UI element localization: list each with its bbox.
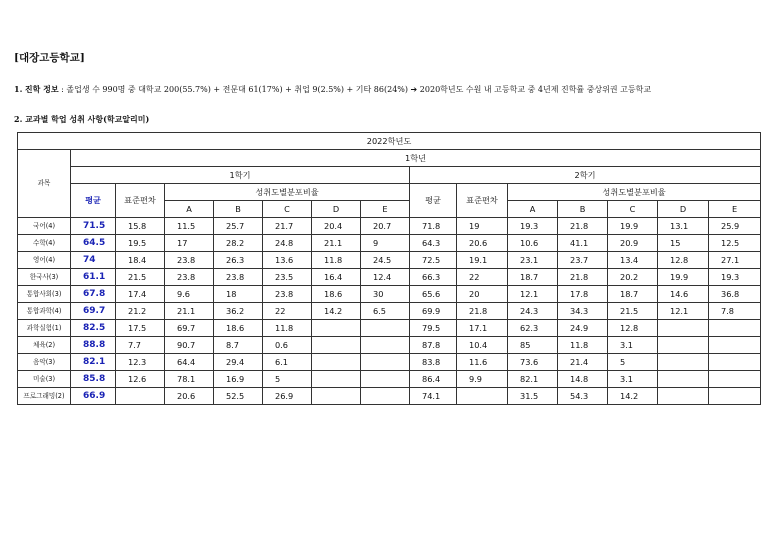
value-cell: 21.4 [558, 354, 608, 371]
value-cell: 18.4 [116, 252, 165, 269]
value-cell: 22 [263, 303, 312, 320]
value-cell [312, 337, 361, 354]
subject-cell: 미술(3) [18, 371, 71, 388]
value-cell: 21.5 [116, 269, 165, 286]
value-cell: 26.9 [263, 388, 312, 405]
sem2-letter-d: D [658, 201, 709, 218]
subject-cell: 프로그래밍(2) [18, 388, 71, 405]
value-cell: 21.5 [608, 303, 658, 320]
value-cell: 17.5 [116, 320, 165, 337]
semester1-header: 1학기 [71, 167, 410, 184]
value-cell: 69.9 [410, 303, 457, 320]
value-cell: 19.3 [709, 269, 761, 286]
value-cell [658, 320, 709, 337]
value-cell: 20.2 [608, 269, 658, 286]
table-row [18, 269, 761, 286]
value-cell: 12.8 [608, 320, 658, 337]
value-cell: 11.8 [263, 320, 312, 337]
value-cell: 29.4 [214, 354, 263, 371]
table-row [18, 388, 761, 405]
value-cell: 18.7 [608, 286, 658, 303]
year-header: 2022학년도 [18, 133, 761, 150]
value-cell: 7.7 [116, 337, 165, 354]
value-cell: 28.2 [214, 235, 263, 252]
value-cell: 27.1 [709, 252, 761, 269]
value-cell: 21.8 [457, 303, 508, 320]
sem2-std-header: 표준편차 [457, 184, 508, 218]
value-cell: 21.8 [558, 218, 608, 235]
average-cell: 82.1 [71, 354, 116, 371]
table-row [18, 320, 761, 337]
value-cell: 13.1 [658, 218, 709, 235]
value-cell: 74.1 [410, 388, 457, 405]
value-cell: 12.3 [116, 354, 165, 371]
value-cell: 16.4 [312, 269, 361, 286]
average-cell: 64.5 [71, 235, 116, 252]
section1-text: : 졸업생 수 990명 중 대학교 200(55.7%) + 전문대 61(17%) + 취업 9(2.5%) + 기타 86(24%) ➔ 2020학년도 수원 내 고등학교 중 4년제 진학률 중상위권 고등학교 [61, 85, 652, 94]
value-cell [658, 337, 709, 354]
achievement-heading [14, 114, 149, 125]
table-row [18, 371, 761, 388]
value-cell: 82.1 [508, 371, 558, 388]
sem1-letter-e: E [361, 201, 410, 218]
subject-cell: 국어(4) [18, 218, 71, 235]
table-row [18, 337, 761, 354]
value-cell: 12.5 [709, 235, 761, 252]
value-cell [658, 388, 709, 405]
value-cell: 21.7 [263, 218, 312, 235]
value-cell: 20.7 [361, 218, 410, 235]
value-cell: 64.4 [165, 354, 214, 371]
value-cell: 87.8 [410, 337, 457, 354]
value-cell: 23.8 [263, 286, 312, 303]
value-cell: 90.7 [165, 337, 214, 354]
section2-number: 2. [14, 114, 23, 124]
value-cell: 30 [361, 286, 410, 303]
value-cell: 14.6 [658, 286, 709, 303]
value-cell: 3.1 [608, 371, 658, 388]
value-cell: 65.6 [410, 286, 457, 303]
sem1-letter-d: D [312, 201, 361, 218]
value-cell: 19.9 [608, 218, 658, 235]
value-cell: 18.7 [508, 269, 558, 286]
section1-label: 진학 정보 [24, 84, 59, 94]
value-cell: 11.6 [457, 354, 508, 371]
value-cell: 34.3 [558, 303, 608, 320]
section1-number: 1. [14, 84, 23, 94]
value-cell: 21.2 [116, 303, 165, 320]
value-cell: 10.6 [508, 235, 558, 252]
value-cell: 17.1 [457, 320, 508, 337]
average-cell: 85.8 [71, 371, 116, 388]
value-cell: 86.4 [410, 371, 457, 388]
value-cell: 13.4 [608, 252, 658, 269]
table-row [18, 286, 761, 303]
value-cell: 20.6 [165, 388, 214, 405]
average-cell: 88.8 [71, 337, 116, 354]
subject-header: 과목 [18, 150, 71, 218]
subject-cell: 통합과학(4) [18, 303, 71, 320]
value-cell: 23.1 [508, 252, 558, 269]
value-cell: 6.1 [263, 354, 312, 371]
average-cell: 67.8 [71, 286, 116, 303]
value-cell: 24.5 [361, 252, 410, 269]
value-cell: 5 [608, 354, 658, 371]
value-cell: 69.7 [165, 320, 214, 337]
value-cell [361, 320, 410, 337]
value-cell: 9.6 [165, 286, 214, 303]
value-cell [312, 388, 361, 405]
average-cell: 61.1 [71, 269, 116, 286]
value-cell: 12.4 [361, 269, 410, 286]
value-cell: 15 [658, 235, 709, 252]
value-cell [709, 388, 761, 405]
value-cell: 66.3 [410, 269, 457, 286]
value-cell [361, 371, 410, 388]
value-cell: 19.9 [658, 269, 709, 286]
value-cell: 19.5 [116, 235, 165, 252]
value-cell [658, 354, 709, 371]
sem2-avg-header: 평균 [410, 184, 457, 218]
value-cell: 18.6 [312, 286, 361, 303]
value-cell: 21.1 [312, 235, 361, 252]
grades-table [17, 132, 761, 405]
value-cell: 17.4 [116, 286, 165, 303]
value-cell: 11.8 [558, 337, 608, 354]
value-cell: 24.9 [558, 320, 608, 337]
value-cell: 11.8 [312, 252, 361, 269]
value-cell: 23.7 [558, 252, 608, 269]
value-cell: 14.2 [312, 303, 361, 320]
value-cell: 20 [457, 286, 508, 303]
value-cell: 20.4 [312, 218, 361, 235]
sem1-dist-header: 성취도별분포비율 [165, 184, 410, 201]
value-cell: 9.9 [457, 371, 508, 388]
value-cell: 11.5 [165, 218, 214, 235]
average-cell: 71.5 [71, 218, 116, 235]
value-cell: 8.7 [214, 337, 263, 354]
value-cell: 78.1 [165, 371, 214, 388]
sem1-std-header: 표준편차 [116, 184, 165, 218]
subject-cell: 체육(2) [18, 337, 71, 354]
value-cell: 41.1 [558, 235, 608, 252]
table-row [18, 303, 761, 320]
value-cell: 20.9 [608, 235, 658, 252]
subject-cell: 수학(4) [18, 235, 71, 252]
sem2-letter-c: C [608, 201, 658, 218]
sem2-dist-header: 성취도별분포비율 [508, 184, 761, 201]
grades-body [18, 218, 761, 405]
value-cell: 3.1 [608, 337, 658, 354]
value-cell [116, 388, 165, 405]
value-cell: 25.7 [214, 218, 263, 235]
semester2-header: 2학기 [410, 167, 761, 184]
value-cell: 17 [165, 235, 214, 252]
value-cell: 62.3 [508, 320, 558, 337]
value-cell: 14.8 [558, 371, 608, 388]
value-cell: 12.1 [658, 303, 709, 320]
value-cell: 10.4 [457, 337, 508, 354]
value-cell: 7.8 [709, 303, 761, 320]
value-cell: 21.8 [558, 269, 608, 286]
value-cell [312, 371, 361, 388]
value-cell: 24.3 [508, 303, 558, 320]
school-title: [대장고등학교] [14, 52, 85, 64]
value-cell [709, 337, 761, 354]
value-cell: 18 [214, 286, 263, 303]
value-cell: 26.3 [214, 252, 263, 269]
average-cell: 66.9 [71, 388, 116, 405]
table-row [18, 235, 761, 252]
value-cell [709, 320, 761, 337]
subject-cell: 통합사회(3) [18, 286, 71, 303]
subject-cell: 한국사(3) [18, 269, 71, 286]
table-row [18, 354, 761, 371]
value-cell [709, 371, 761, 388]
sem1-avg-header: 평균 [71, 184, 116, 218]
value-cell: 23.5 [263, 269, 312, 286]
value-cell: 79.5 [410, 320, 457, 337]
table-row [18, 218, 761, 235]
value-cell [457, 388, 508, 405]
value-cell: 0.6 [263, 337, 312, 354]
value-cell [312, 354, 361, 371]
value-cell: 23.8 [165, 269, 214, 286]
value-cell: 72.5 [410, 252, 457, 269]
average-cell: 82.5 [71, 320, 116, 337]
sem2-letter-e: E [709, 201, 761, 218]
value-cell [658, 371, 709, 388]
value-cell: 13.6 [263, 252, 312, 269]
value-cell: 18.6 [214, 320, 263, 337]
value-cell: 36.8 [709, 286, 761, 303]
value-cell: 71.8 [410, 218, 457, 235]
value-cell: 12.6 [116, 371, 165, 388]
value-cell: 73.6 [508, 354, 558, 371]
admission-info [14, 84, 651, 95]
value-cell: 24.8 [263, 235, 312, 252]
grade-header: 1학년 [71, 150, 761, 167]
subject-cell: 영어(4) [18, 252, 71, 269]
section2-label: 교과별 학업 성취 사항(학교알리미) [25, 114, 150, 124]
value-cell [361, 354, 410, 371]
value-cell: 15.8 [116, 218, 165, 235]
value-cell: 19.3 [508, 218, 558, 235]
value-cell: 12.8 [658, 252, 709, 269]
value-cell: 23.8 [165, 252, 214, 269]
sem2-letter-a: A [508, 201, 558, 218]
value-cell [361, 388, 410, 405]
value-cell: 14.2 [608, 388, 658, 405]
sem1-letter-b: B [214, 201, 263, 218]
table-row [18, 252, 761, 269]
value-cell: 83.8 [410, 354, 457, 371]
value-cell: 9 [361, 235, 410, 252]
value-cell: 6.5 [361, 303, 410, 320]
value-cell: 22 [457, 269, 508, 286]
sem1-letter-c: C [263, 201, 312, 218]
value-cell [709, 354, 761, 371]
value-cell: 16.9 [214, 371, 263, 388]
average-cell: 69.7 [71, 303, 116, 320]
value-cell: 17.8 [558, 286, 608, 303]
value-cell: 5 [263, 371, 312, 388]
value-cell: 52.5 [214, 388, 263, 405]
value-cell [312, 320, 361, 337]
value-cell: 25.9 [709, 218, 761, 235]
value-cell: 36.2 [214, 303, 263, 320]
value-cell: 19 [457, 218, 508, 235]
value-cell: 23.8 [214, 269, 263, 286]
sem1-letter-a: A [165, 201, 214, 218]
value-cell: 20.6 [457, 235, 508, 252]
value-cell: 31.5 [508, 388, 558, 405]
value-cell: 64.3 [410, 235, 457, 252]
subject-cell: 과학실험(1) [18, 320, 71, 337]
subject-cell: 음악(3) [18, 354, 71, 371]
value-cell: 54.3 [558, 388, 608, 405]
value-cell: 19.1 [457, 252, 508, 269]
value-cell: 85 [508, 337, 558, 354]
value-cell: 21.1 [165, 303, 214, 320]
average-cell: 74 [71, 252, 116, 269]
value-cell: 12.1 [508, 286, 558, 303]
sem2-letter-b: B [558, 201, 608, 218]
value-cell [361, 337, 410, 354]
